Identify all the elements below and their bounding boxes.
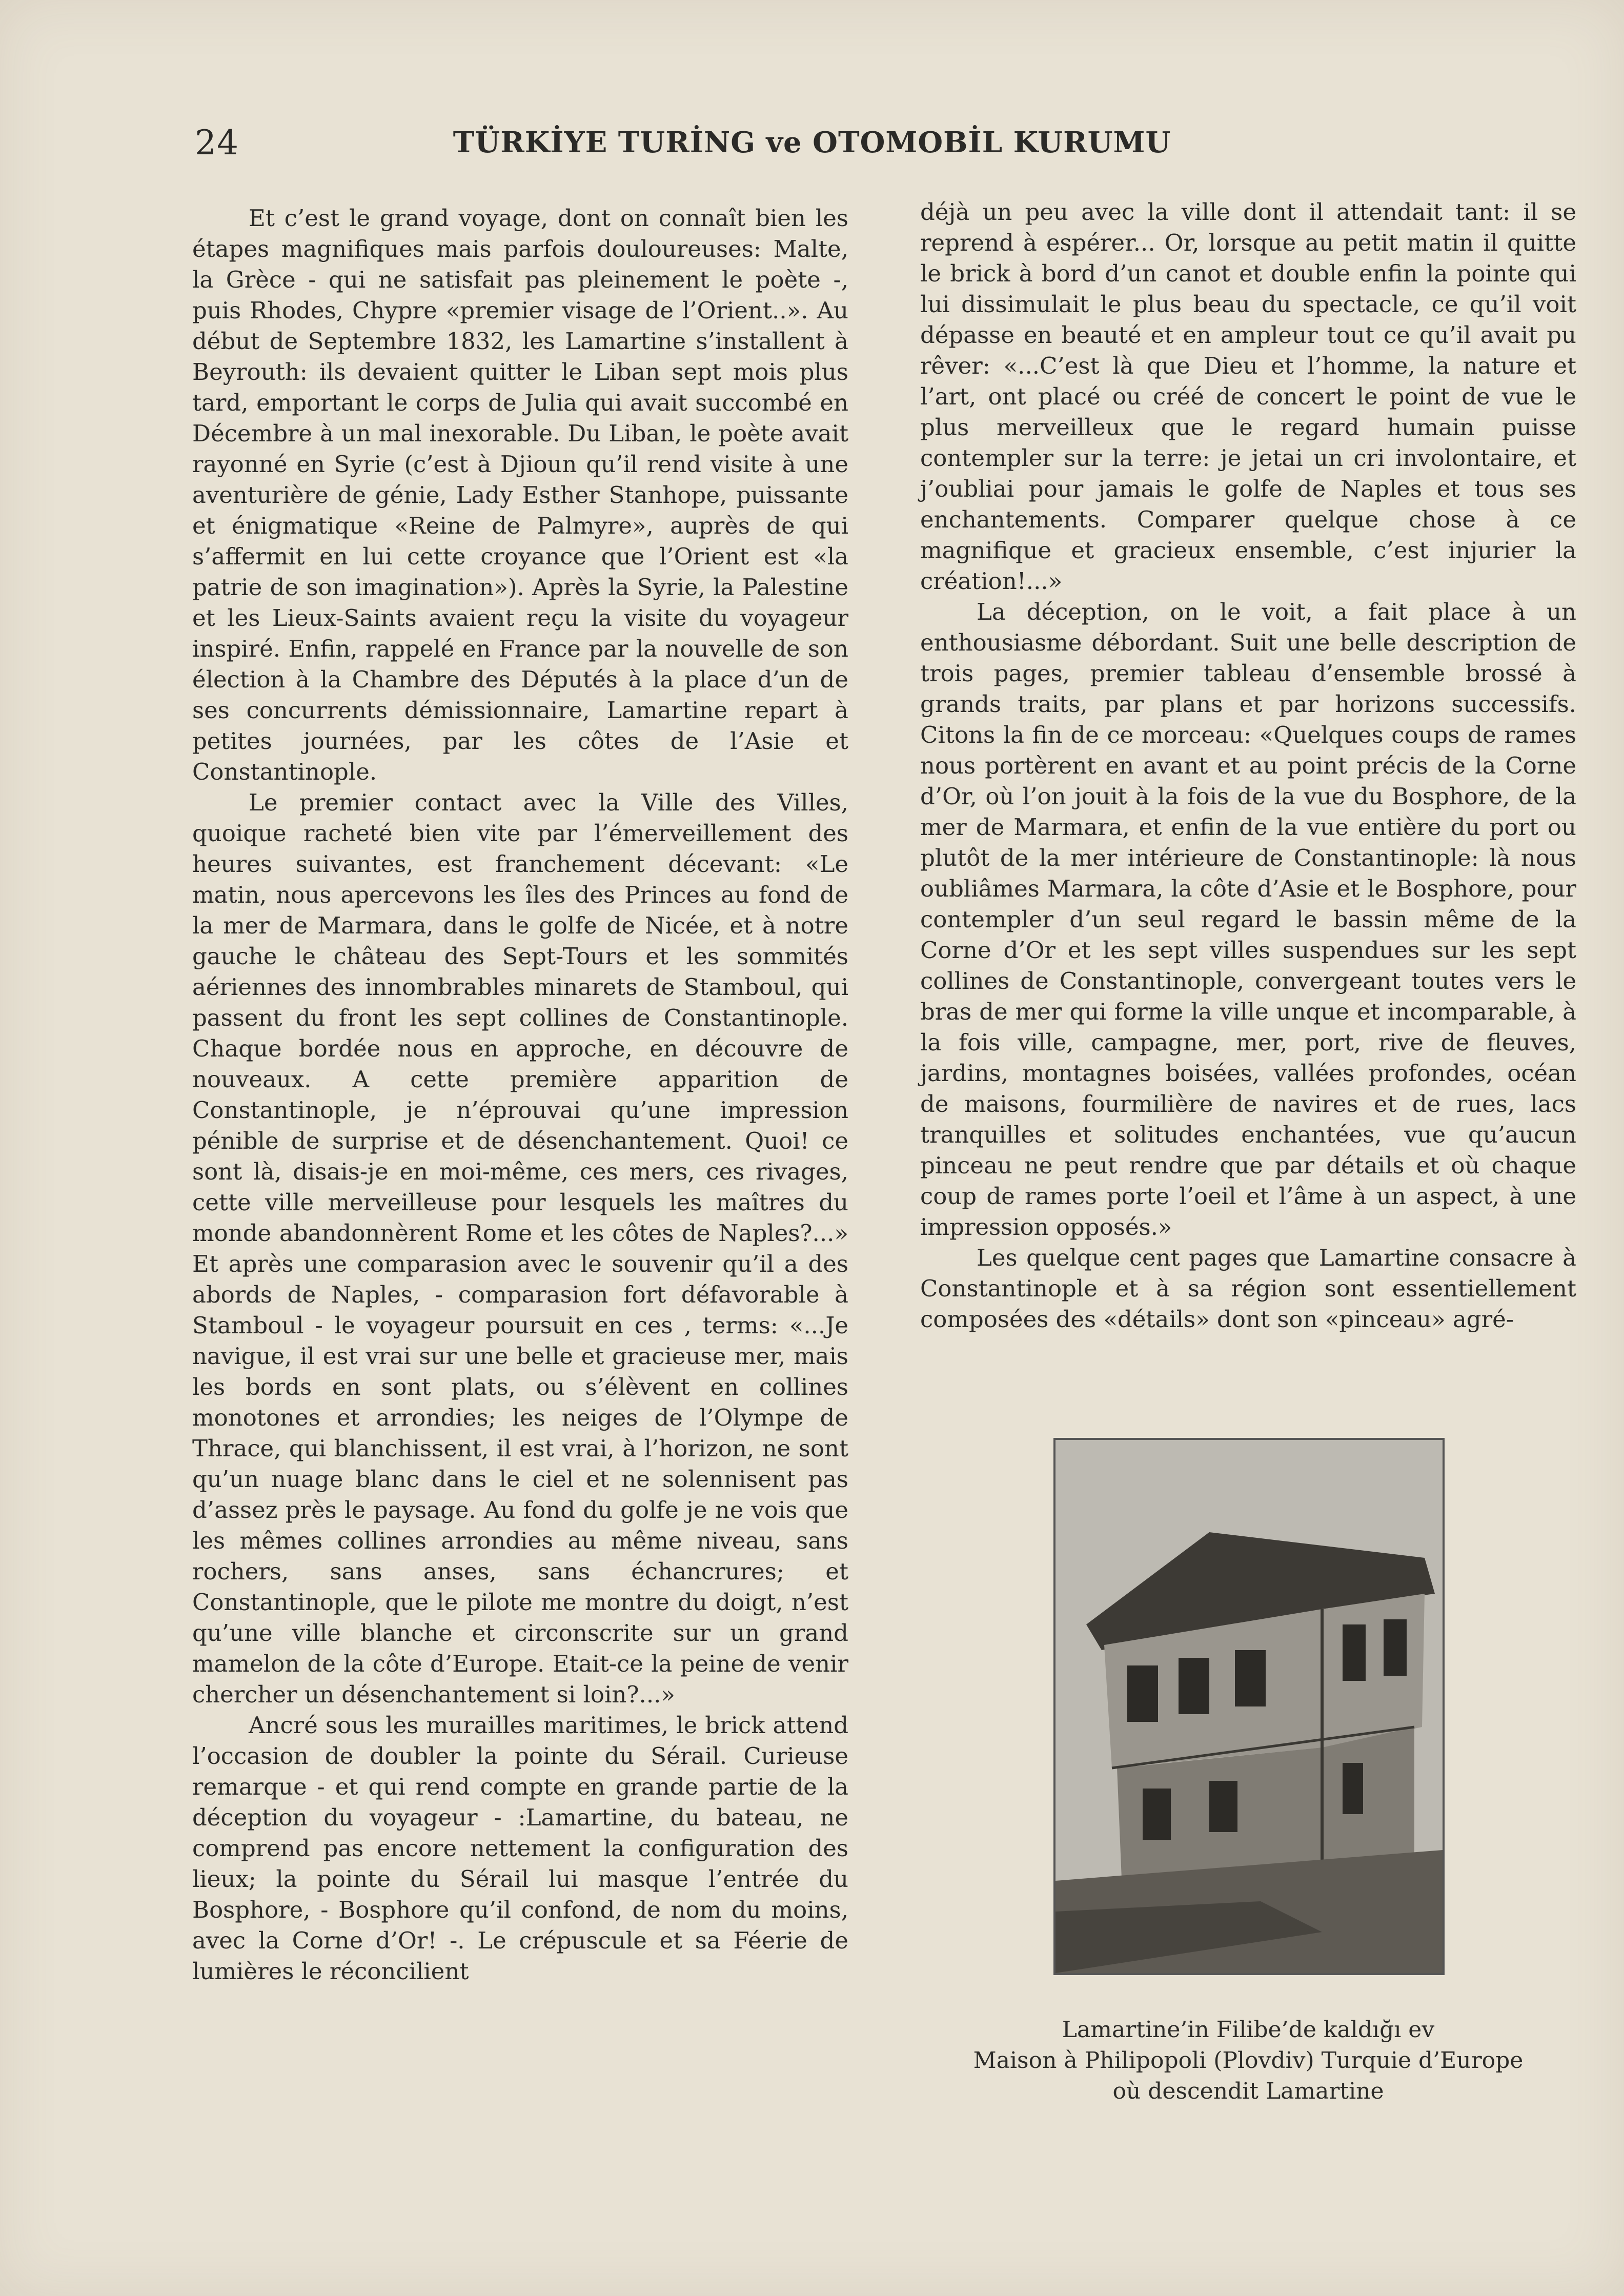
figure-caption — [912, 2015, 1584, 2107]
caption-line: où descendit Lamartine — [1112, 2078, 1384, 2104]
left-column — [192, 203, 848, 1987]
running-title: TÜRKİYE TURİNG ve OTOMOBİL KURUMU — [453, 126, 1171, 159]
paragraph: Le premier contact avec la Ville des Villes, quoique racheté bien vite par l’émerveillement des heures suivantes, est franchement décevant: «Le matin, nous apercevons les îles des Princes au fond de la mer de Marmara, dans le golfe de Nicée, et à notre gauche le château des Sept-Tours et les sommités aériennes des innombrables minarets de Stamboul, qui passent du front les sept collines de Constantinople. Chaque bordée nous en approche, en découvre de nouveaux. A cette première apparition de Constantinople, je n’éprouvai qu’une impression pénible de surprise et de désenchantement. Quoi! ce sont là, disais-je en moi-même, ces mers, ces rivages, cette ville merveilleuse pour lesquels les maîtres du monde abandonnèrent Rome et les côtes de Naples?...» Et après une comparasion avec le souvenir qu’il a des abords de Naples, - comparasion fort défavorable à Stamboul - le voyageur poursuit en ces , terms: «...Je navigue, il est vrai sur une belle et gracieuse mer, mais les bords en sont plats, ou s’élèvent en collines monotones et arrondies; les neiges de l’Olympe de Thrace, qui blanchissent, il est vrai, à l’horizon, ne sont qu’un nuage blanc dans le ciel et ne solennisent pas d’assez près le paysage. Au fond du golfe je ne vois que les mêmes collines arrondies au même niveau, sans rochers, sans anses, sans échancrures; et Constantinople, que le pilote me montre du doigt, n’est qu’une ville blanche et circonscrite sur un grand mamelon de la côte d’Europe. Etait-ce la peine de venir chercher un désenchantement si loin?...» — [192, 789, 848, 1708]
house-photograph — [1053, 1438, 1445, 1975]
caption-line: Maison à Philipopoli (Plovdiv) Turquie d’Europe — [973, 2047, 1524, 2074]
paragraph: déjà un peu avec la ville dont il attendait tant: il se reprend à espérer... Or, lorsque au petit matin il quitte le brick à bord d’un canot et double enfin la pointe qui lui dissimulait le plus beau du spectacle, ce qu’il voit dépasse en beauté et en ampleur tout ce qu’il avait pu rêver: «...C’est là que Dieu et l’homme, la nature et l’art, ont placé ou créé de concert le point de vue le plus merveilleux que le regard humain puisse contempler sur la terre: je jetai un cri involontaire, et j’oubliai pour jamais le golfe de Naples et tous ses enchantements. Comparer quelque chose à ce magnifique et gracieux ensemble, c’est injurier la création!...» — [920, 198, 1576, 595]
paragraph: Ancré sous les murailles maritimes, le brick attend l’occasion de doubler la pointe du Sérail. Curieuse remarque - et qui rend compte en grande partie de la déception du voyageur - :Lamartine, du bateau, ne comprend pas encore nettement la configuration des lieux; la pointe du Sérail lui masque l’entrée du Bosphore, - Bosphore qu’il confond, de nom du moins, avec la Corne d’Or! -. Le crépuscule et sa Féerie de lumières le réconcilient — [192, 1712, 848, 1985]
right-column — [920, 197, 1576, 1335]
house-illustration — [1055, 1440, 1443, 1973]
paragraph: Les quelque cent pages que Lamartine consacre à Constantinople et à sa région sont essentiellement composées des «détails» dont son «pinceau» agré- — [920, 1244, 1576, 1333]
caption-line: Lamartine’in Filibe’de kaldığı ev — [1062, 2017, 1435, 2043]
paragraph: La déception, on le voit, a fait place à un enthousiasme débordant. Suit une belle description de trois pages, premier tableau d’ensemble brossé à grands traits, par plans et par horizons successifs. Citons la fin de ce morceau: «Quelques coups de rames nous portèrent en avant et au point précis de la Corne d’Or, où l’on jouit à la fois de la vue du Bosphore, de la mer de Marmara, et enfin de la vue entière du port ou plutôt de la mer intérieure de Constantinople: là nous oubliâmes Marmara, la côte d’Asie et le Bosphore, pour contempler d’un seul regard le bassin même de la Corne d’Or et les sept villes suspendues sur les sept collines de Constantinople, convergeant toutes vers le bras de mer qui forme la ville unque et incomparable, à la fois ville, campagne, mer, port, rive de fleuves, jardins, montagnes boisées, vallées profondes, océan de maisons, fourmilière de navires et de rues, lacs tranquilles et solitudes enchantées, vue qu’aucun pinceau ne peut rendre que par détails et où chaque coup de rames porte l’oeil et l’âme à un aspect, à une impression opposés.» — [920, 598, 1576, 1241]
paragraph: Et c’est le grand voyage, dont on connaît bien les étapes magnifiques mais parfois douloureuses: Malte, la Grèce - qui ne satisfait pas pleinement le poète -, puis Rhodes, Chypre «premier visage de l’Orient..». Au début de Septembre 1832, les Lamartine s’installent à Beyrouth: ils devaient quitter le Liban sept mois plus tard, emportant le corps de Julia qui avait succombé en Décembre à un mal inexorable. Du Liban, le poète avait rayonné en Syrie (c’est à Djioun qu’il rend visite à une aventurière de génie, Lady Esther Stanhope, puissante et énigmatique «Reine de Palmyre», auprès de qui s’affermit en lui cette croyance que l’Orient est «la patrie de son imagination»). Après la Syrie, la Palestine et les Lieux-Saints avaient reçu la visite du voyageur inspiré. Enfin, rappelé en France par la nouvelle de son élection à la Chambre des Députés à la place d’un de ses concurrents démissionnaire, Lamartine repart à petites journées, par les côtes de l’Asie et Constantinople. — [192, 205, 848, 785]
page-number: 24 — [195, 123, 239, 162]
